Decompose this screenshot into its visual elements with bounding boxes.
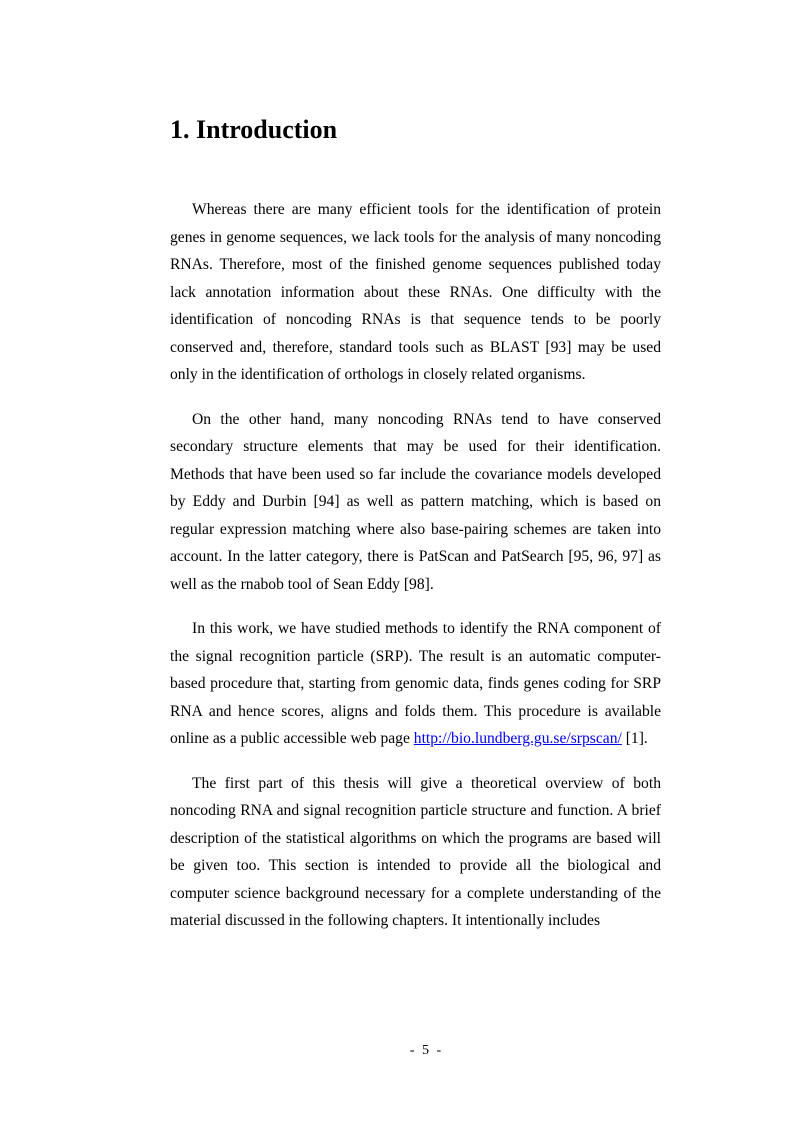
srpscan-link[interactable]: http://bio.lundberg.gu.se/srpscan/ bbox=[413, 730, 622, 747]
page-number: - 5 - bbox=[409, 1043, 444, 1058]
paragraph-3 bbox=[170, 615, 661, 753]
section-heading: 1. Introduction bbox=[170, 115, 338, 144]
paragraph-3-text: In this work, we have studied methods to identify the RNA component of the signal recognition particle (SRP). The result is an automatic computer-based procedure that, starting from genomic data, finds genes coding for SRP RNA and hence scores, aligns and folds them. This procedure is available online as a public accessible web page bbox=[170, 620, 661, 747]
paragraph-3-citation: [1]. bbox=[621, 730, 648, 747]
paragraph-1: Whereas there are many efficient tools for the identification of protein genes in genome sequences, we lack tools for the analysis of many noncoding RNAs. Therefore, most of the finished genome sequences published today lack annotation information about these RNAs. One difficulty with the identification of noncoding RNAs is that sequence tends to be poorly conserved and, therefore, standard tools such as BLAST [93] may be used only in the identification of orthologs in closely related organisms. bbox=[170, 201, 661, 383]
paragraph-2: On the other hand, many noncoding RNAs tend to have conserved secondary structure elements that may be used for their identification. Methods that have been used so far include the covariance models developed by Eddy and Durbin [94] as well as pattern matching, which is based on regular expression matching where also base-pairing schemes are taken into account. In the latter category, there is PatScan and PatSearch [95, 96, 97] as well as the rnabob tool of Sean Eddy [98]. bbox=[170, 410, 661, 593]
paragraph-4: The first part of this thesis will give a theoretical overview of both noncoding RNA and signal recognition particle structure and function. A brief description of the statistical algorithms on which the programs are based will be given too. This section is intended to provide all the biological and computer science background necessary for a complete understanding of the material discussed in the following chapters. It intentionally includes bbox=[170, 774, 661, 929]
body-text bbox=[170, 196, 661, 952]
